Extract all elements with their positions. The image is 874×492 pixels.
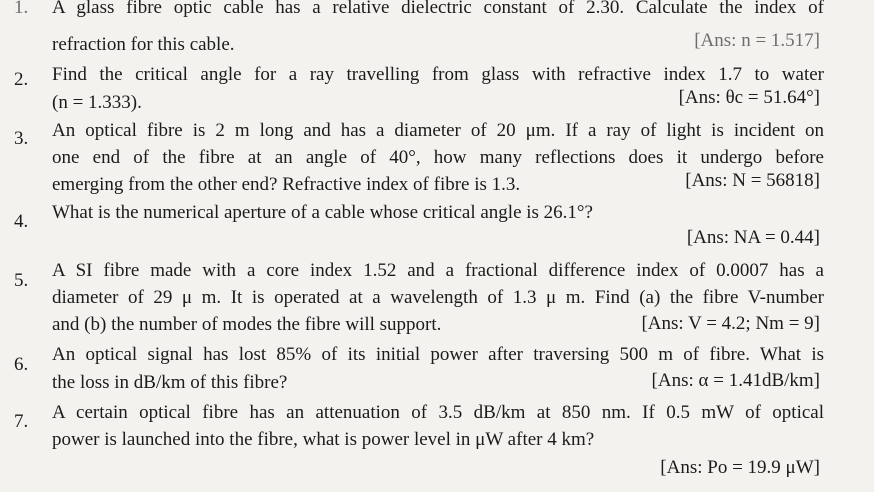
answer: [Ans: n = 1.517] <box>694 30 820 51</box>
problem-text-line: An optical signal has lost 85% of its initial power after traversing 500 m of fibre. What is <box>52 344 824 365</box>
problem-text-line: emerging from the other end? Refractive index of fibre is 1.3. <box>52 174 521 195</box>
answer: [Ans: Po = 19.9 μW] <box>660 457 820 478</box>
problem-text-line: A glass fibre optic cable has a relative dielectric constant of 2.30. Calculate the index of <box>52 0 824 18</box>
problem-text-line: An optical fibre is 2 m long and has a diameter of 20 μm. If a ray of light is incident on <box>52 120 824 141</box>
answer: [Ans: V = 4.2; Nm = 9] <box>641 313 820 334</box>
problem-text-line: diameter of 29 μ m. It is operated at a wavelength of 1.3 μ m. Find (a) the fibre V-number <box>52 287 824 308</box>
problem-text-line: and (b) the number of modes the fibre will support. <box>52 314 442 335</box>
problem-number: 5. <box>14 270 29 291</box>
answer: [Ans: NA = 0.44] <box>686 227 820 248</box>
problem-text-line: What is the numerical aperture of a cable whose critical angle is 26.1°? <box>52 202 593 223</box>
problem-text-line: the loss in dB/km of this fibre? <box>52 372 288 393</box>
problem-text-line: A SI fibre made with a core index 1.52 and a fractional difference index of 0.0007 has a <box>52 260 824 281</box>
problem-text-line: refraction for this cable. <box>52 34 235 55</box>
problem-number: 4. <box>14 211 29 232</box>
answer: [Ans: θc = 51.64°] <box>678 87 820 108</box>
problem-number: 7. <box>14 411 29 432</box>
problem-text-line: one end of the fibre at an angle of 40°, how many reflections does it undergo before <box>52 147 824 168</box>
problem-number: 1. <box>14 0 29 18</box>
answer: [Ans: α = 1.41dB/km] <box>651 370 820 391</box>
problem-text-line: (n = 1.333). <box>52 92 142 113</box>
problem-number: 3. <box>14 128 29 149</box>
problem-number: 6. <box>14 354 29 375</box>
problem-text-line: Find the critical angle for a ray travelling from glass with refractive index 1.7 to water <box>52 64 824 85</box>
problem-text-line: A certain optical fibre has an attenuation of 3.5 dB/km at 850 nm. If 0.5 mW of optical <box>52 402 824 423</box>
problem-number: 2. <box>14 69 29 90</box>
answer: [Ans: N = 56818] <box>685 170 820 191</box>
problem-text-line: power is launched into the fibre, what is power level in μW after 4 km? <box>52 429 595 450</box>
